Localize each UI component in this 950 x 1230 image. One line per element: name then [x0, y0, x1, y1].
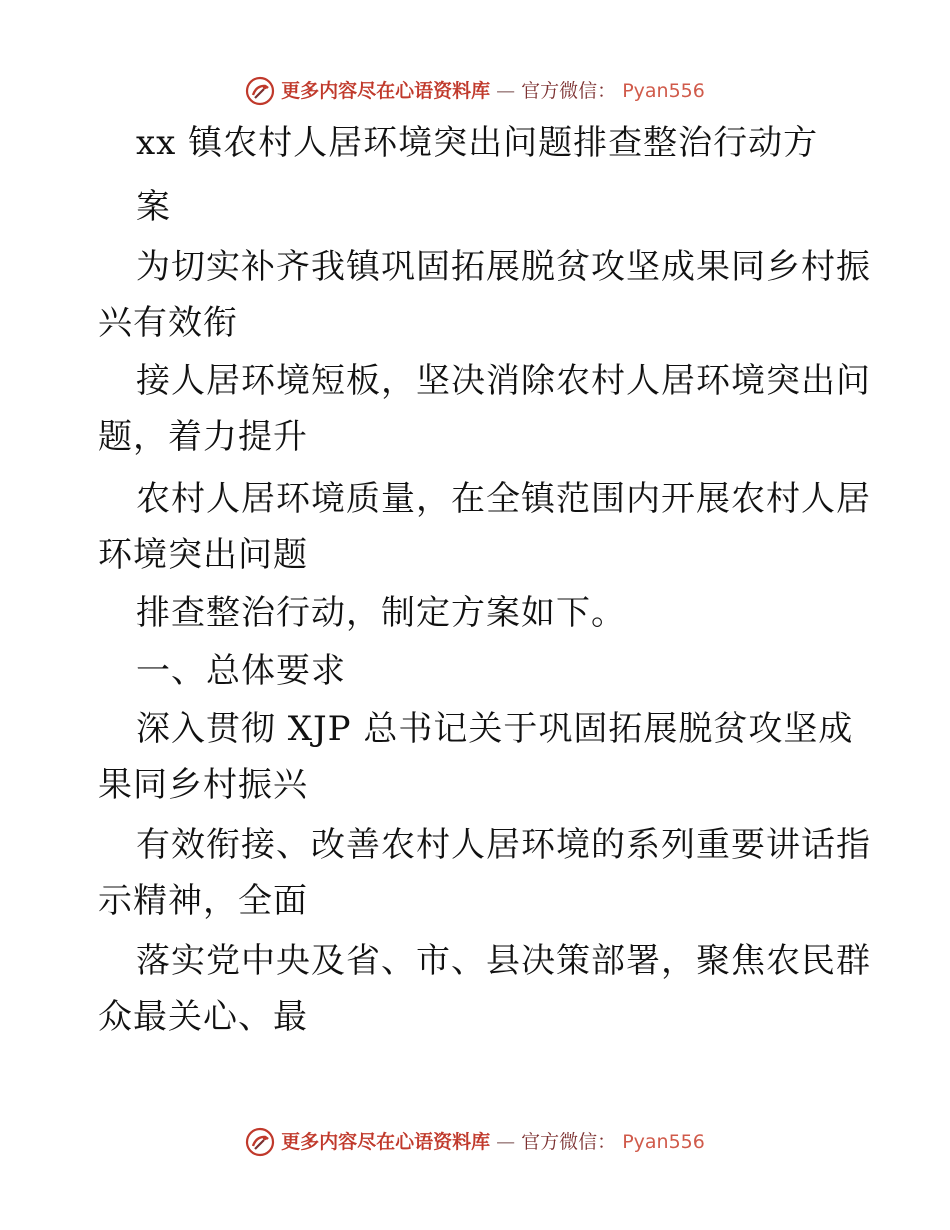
paragraph-line: 接人居环境短板，坚决消除农村人居环境突出问	[136, 361, 871, 401]
document-title-line: xx 镇农村人居环境突出问题排查整治行动方	[136, 123, 819, 163]
paragraph-line: 排查整治行动，制定方案如下。	[136, 593, 626, 633]
paragraph-line: 有效衔接、改善农村人居环境的系列重要讲话指	[136, 825, 871, 865]
paragraph-line: 环境突出问题	[98, 535, 308, 575]
watermark-main-text: 更多内容尽在心语资料库	[281, 1131, 491, 1153]
paragraph-line: 深入贯彻 XJP 总书记关于巩固拓展脱贫攻坚成	[136, 709, 854, 749]
paragraph-line: 农村人居环境质量，在全镇范围内开展农村人居	[136, 479, 871, 519]
seal-logo-icon	[245, 1127, 275, 1157]
footer-watermark	[0, 1127, 950, 1157]
paragraph-line: 果同乡村振兴	[98, 765, 308, 805]
section-heading: 一、总体要求	[136, 651, 346, 691]
watermark-label: 官方微信：	[521, 1131, 617, 1153]
paragraph-line: 众最关心、最	[98, 997, 308, 1037]
paragraph-line: 示精神，全面	[98, 881, 308, 921]
watermark-label: 官方微信：	[521, 80, 617, 102]
paragraph-line: 题，着力提升	[98, 417, 308, 457]
watermark-id: Pyan556	[622, 80, 705, 102]
watermark-separator: —	[496, 80, 516, 102]
paragraph-line: 落实党中央及省、市、县决策部署，聚焦农民群	[136, 941, 871, 981]
header-watermark	[0, 76, 950, 106]
watermark-main-text: 更多内容尽在心语资料库	[281, 80, 491, 102]
paragraph-line: 兴有效衔	[98, 303, 238, 343]
document-title-line: 案	[136, 187, 171, 227]
seal-logo-icon	[245, 76, 275, 106]
watermark-separator: —	[496, 1131, 516, 1153]
watermark-id: Pyan556	[622, 1131, 705, 1153]
paragraph-line: 为切实补齐我镇巩固拓展脱贫攻坚成果同乡村振	[136, 247, 871, 287]
